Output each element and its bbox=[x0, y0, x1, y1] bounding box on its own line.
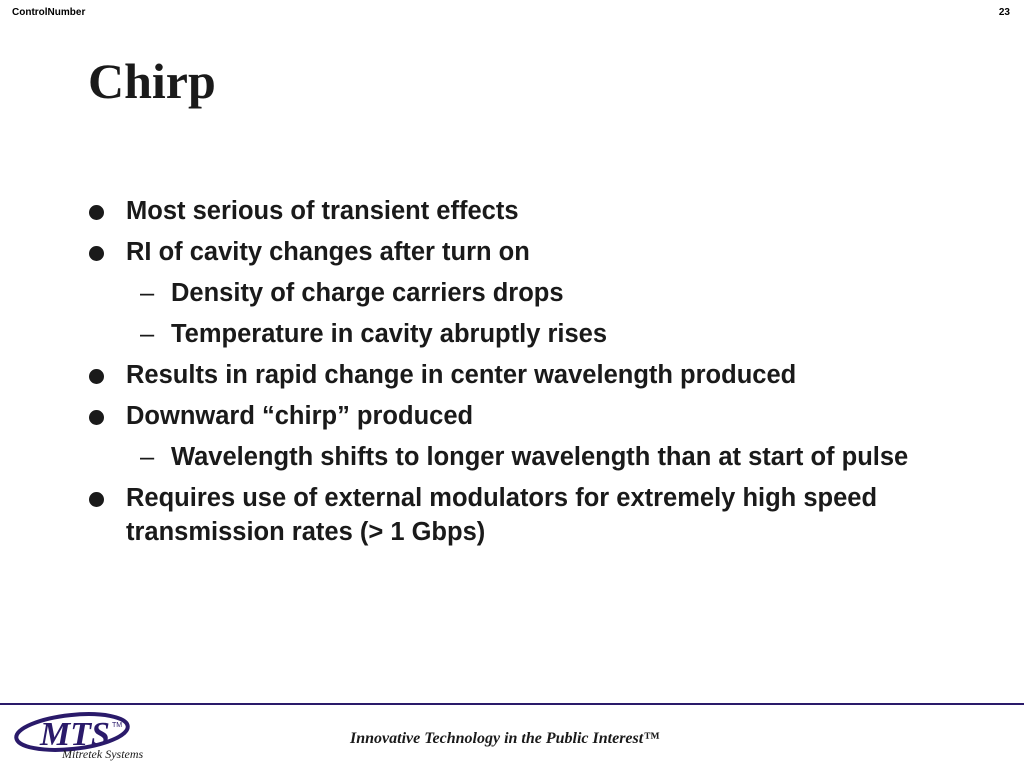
bullet-text: Requires use of external modulators for extremely high speed transmission rates (> 1 Gbps) bbox=[126, 484, 878, 546]
control-number: ControlNumber bbox=[12, 7, 86, 18]
footer-divider bbox=[0, 703, 1024, 705]
bullet-item bbox=[88, 194, 948, 228]
bullet-dot-icon bbox=[89, 410, 104, 425]
logo-text: MTS bbox=[40, 716, 110, 753]
sub-bullet-item bbox=[88, 317, 948, 351]
bullet-text: Most serious of transient effects bbox=[126, 197, 519, 225]
dash-icon: – bbox=[140, 443, 155, 471]
sub-bullet-text: Temperature in cavity abruptly rises bbox=[171, 320, 608, 348]
dash-icon: – bbox=[140, 279, 155, 307]
sub-bullet-text: Density of charge carriers drops bbox=[171, 279, 564, 307]
mitretek-logo bbox=[14, 710, 164, 762]
bullet-dot-icon bbox=[89, 492, 104, 507]
bullet-item bbox=[88, 481, 948, 549]
bullet-dot-icon bbox=[89, 246, 104, 261]
bullet-item bbox=[88, 358, 948, 392]
sub-bullet-item bbox=[88, 440, 948, 474]
bullet-list bbox=[88, 194, 948, 556]
bullet-item bbox=[88, 399, 948, 433]
page-number: 23 bbox=[998, 7, 1010, 18]
sub-bullet-text: Wavelength shifts to longer wavelength than at start of pulse bbox=[171, 443, 909, 471]
footer-tagline: Innovative Technology in the Public Interest™ bbox=[350, 730, 660, 747]
logo-subtext: Mitretek Systems bbox=[62, 747, 144, 761]
bullet-item bbox=[88, 235, 948, 269]
bullet-dot-icon bbox=[89, 369, 104, 384]
bullet-text: Downward “chirp” produced bbox=[126, 402, 474, 430]
logo-trademark: TM bbox=[112, 722, 123, 729]
sub-bullet-item bbox=[88, 276, 948, 310]
bullet-text: RI of cavity changes after turn on bbox=[126, 238, 530, 266]
bullet-dot-icon bbox=[89, 205, 104, 220]
dash-icon: – bbox=[140, 320, 155, 348]
bullet-text: Results in rapid change in center wavelength produced bbox=[126, 361, 797, 389]
slide-title: Chirp bbox=[88, 53, 216, 109]
